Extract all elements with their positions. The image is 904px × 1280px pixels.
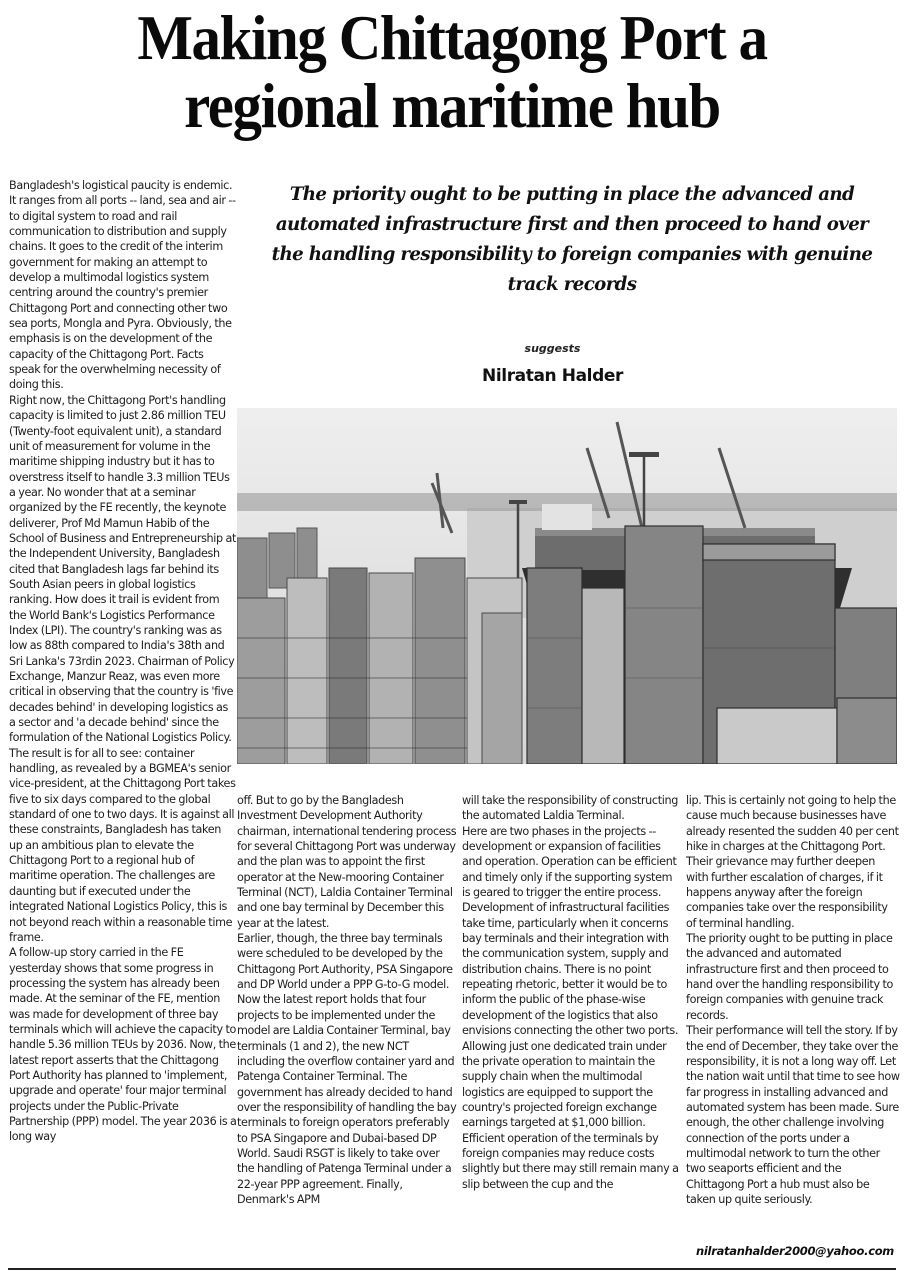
- body-column-2: [237, 793, 457, 1207]
- paragraph: Efficient operation of the terminals by foreign companies may reduce costs slightly but there may still remain many a slip between the cup and the: [462, 1131, 679, 1191]
- body-column-4: [686, 793, 900, 1207]
- byline-prefix: suggests: [524, 342, 581, 355]
- author-name: Nilratan Halder: [482, 366, 623, 386]
- paragraph: Bangladesh's logistical paucity is endemic. It ranges from all ports -- land, sea and air -- to digital system to road and rail communication to distribution and supply chains. It goes to the credit of the interim government for making an attempt to develop a multimodal logistics system centring around the country's premier Chittagong Port and connecting other two sea ports, Mongla and Pyra. Obviously, the emphasis is on the development of the capacity of the Chittagong Port. Facts speak for the overwhelming necessity of doing this.: [9, 179, 236, 392]
- article-photo: [237, 408, 897, 764]
- headline-line-1: Making Chittagong Port a: [137, 2, 767, 73]
- paragraph: Their performance will tell the story. If by the end of December, they take over the responsibility, it is not a long way off. Let the nation wait until that time to see how far progress in installing advanced and automated system has been made. Sure enough, the other challenge involving connection of the ports under a multimodal network to turn the other two seaports efficient and the Chittagong Port a hub must also be taken up quite seriously.: [686, 1024, 900, 1206]
- paragraph: Here are two phases in the projects -- development or expansion of facilities and operation. Operation can be efficient and timely only if the supporting system is geared to trigger the entire process. Development of infrastructural facilities take time, particularly when it concerns bay terminals and their integration with the communication system, supply and distribution chains. There is no point repeating rhetoric, better it would be to inform the public of the phase-wise development of the logistics that also envisions connecting the other two ports. Allowing just one dedicated train under the private operation to maintain the supply chain when the multimodal logistics are equipped to support the country's projected foreign exchange earnings targeted at $1,000 billion.: [462, 824, 679, 1130]
- paragraph: The result is for all to see: container handling, as revealed by a BGMEA's senior vice-president, at the Chittagong Port takes five to six days compared to the global standard of one to two days. It is against all these constraints, Bangladesh has taken up an ambitious plan to elevate the Chittagong Port to a regional hub of maritime operation. The challenges are daunting but if executed under the integrated National Logistics Policy, this is not beyond reach within a reasonable time frame.: [9, 746, 236, 944]
- paragraph: Right now, the Chittagong Port's handling capacity is limited to just 2.86 million TEU (Twenty-foot equivalent unit), a standard unit of measurement for volume in the maritime shipping industry but it has to overstress itself to handle 3.3 million TEUs a year. No wonder that at a seminar organized by the FE recently, the keynote deliverer, Prof Md Mamun Habib of the School of Business and Entrepreneurship at the Independent University, Bangladesh cited that Bangladesh lags far behind its South Asian peers in global logistics ranking. How does it trail is evident from the World Bank's Logistics Performance Index (LPI). The country's ranking was as low as 88th compared to India's 38th and Sri Lanka's 73rdin 2023. Chairman of Policy Exchange, Manzur Reaz, was even more critical in observing that the country is 'five decades behind' in developing logistics as a sector and 'a decade behind' since the formulation of the National Logistics Policy.: [9, 393, 237, 745]
- paragraph: off. But to go by the Bangladesh Investment Development Authority chairman, international tendering process for several Chittagong Port was underway and the plan was to appoint the first operator at the New-mooring Container Terminal (NCT), Laldia Container Terminal and one bay terminal by December this year at the latest.: [237, 794, 457, 930]
- headline: [36, 4, 868, 140]
- body-column-3: [462, 793, 680, 1192]
- paragraph: Earlier, though, the three bay terminals were scheduled to be developed by the Chittagong Port Authority, PSA Singapore and DP World under a PPP G-to-G model. Now the latest report holds that four projects to be implemented under the model are Laldia Container Terminal, bay terminals (1 and 2), the new NCT including the overflow container yard and Patenga Container Terminal. The government has already decided to hand over the responsibility of handling the bay terminals to foreign operators preferably to PSA Singapore and Dubai-based DP World. Saudi RSGT is likely to take over the handling of Patenga Terminal under a 22-year PPP agreement. Finally, Denmark's APM: [237, 932, 457, 1206]
- pull-quote-deck: The priority ought to be putting in place the advanced and automated infrastructure first and then proceed to hand over the handling responsibility to foreign companies with genuine track records: [271, 184, 873, 295]
- bottom-rule-divider: [8, 1268, 896, 1270]
- headline-line-2: regional maritime hub: [184, 70, 720, 141]
- paragraph: will take the responsibility of constructing the automated Laldia Terminal.: [462, 794, 679, 823]
- author-email: nilratanhalder2000@yahoo.com: [696, 1244, 894, 1258]
- photo-container-port-icon: [237, 408, 897, 764]
- paragraph: lip. This is certainly not going to help the cause much because businesses have already resented the sudden 40 per cent hike in charges at the Chittagong Port. Their grievance may further deepen with further escalation of charges, if it happens anyway after the foreign companies take over the responsibility of terminal handling.: [686, 794, 899, 930]
- paragraph: A follow-up story carried in the FE yesterday shows that some progress in processing the system has already been made. At the seminar of the FE, mention was made for development of three bay terminals which will achieve the capacity to handle 5.36 million TEUs by 2036. Now, the latest report asserts that the Chittagong Port Authority has planned to 'implement, upgrade and operate' four major terminal projects under the Public-Private Partnership (PPP) model. The year 2036 is a long way: [9, 946, 237, 1144]
- paragraph: The priority ought to be putting in place the advanced and automated infrastructure first and then proceed to hand over the handling responsibility to foreign companies with genuine track records.: [686, 932, 893, 1022]
- body-column-1: [9, 178, 237, 1145]
